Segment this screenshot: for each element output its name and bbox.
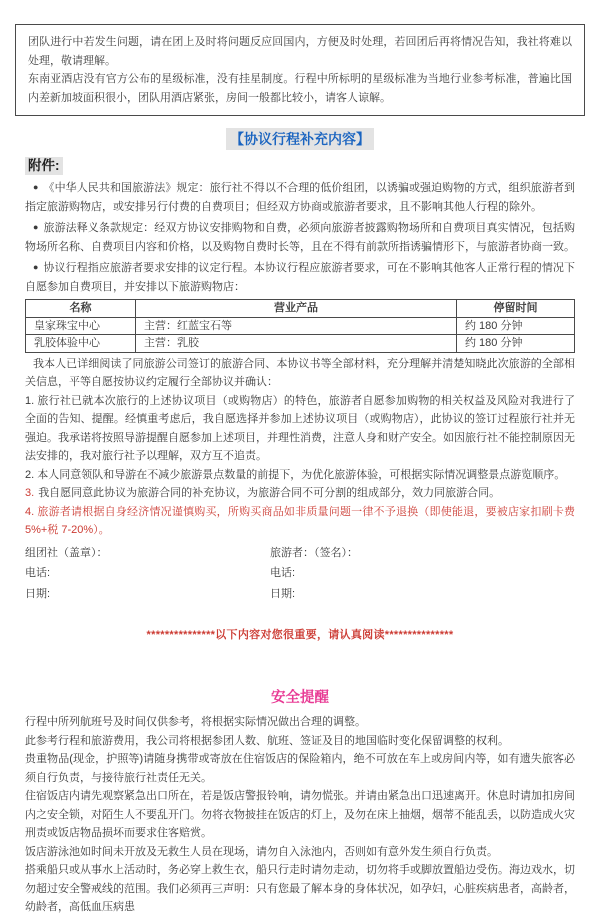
clause-3-number: 3.: [25, 487, 35, 499]
shop-duration-cell: 约 180 分钟: [457, 317, 575, 335]
law-bullet-agreed-itinerary: [25, 258, 575, 296]
shop-name-cell: 皇家珠宝中心: [26, 317, 136, 335]
confirm-intro: 我本人已详细阅读了同旅游公司签订的旅游合同、本协议书等全部材料，充分理解并清楚知晓此次旅游的全部相关信息，平等自愿按协议约定履行全部协议并确认：: [25, 357, 575, 388]
clause-3: [25, 484, 575, 503]
law-bullet-interpretation: [25, 218, 575, 256]
important-notice-line: ***************以下内容对您很重要，请认真阅读***************: [146, 629, 454, 641]
law-bullet-text: 旅游法释义条款规定：经双方协议安排购物和自费，必须向旅游者披露购物场所和自费项目真实情况，包括购物场所名称、自费项目内容和价格，以及购物自费时长等，且在不得有前款所指诱骗情形下，与旅游者协商一致。: [25, 222, 576, 253]
bullet-icon: ●: [33, 182, 39, 192]
notice-paragraph: 团队进行中若发生问题，请在团上及时将问题反应回国内，方便及时处理，若回团后再将情况告知，我社将难以处理，敬请理解。: [28, 36, 572, 67]
tourist-date-label: 日期:: [270, 587, 296, 600]
shop-duration-cell: 约 180 分钟: [457, 335, 575, 353]
law-bullet-text: 协议行程指应旅游者要求安排的议定行程。本协议行程应旅游者要求，可在不影响其他客人正常行程的情况下自愿参加自费项目，并安排以下旅游购物店：: [25, 262, 576, 293]
notice-box: [15, 24, 585, 116]
shop-table-header-duration: 停留时间: [457, 300, 575, 318]
supplement-title-row: [25, 128, 575, 151]
tourist-phone-label: 电话:: [270, 567, 296, 579]
shop-table-header-name: 名称: [26, 300, 136, 318]
signature-tourist-column: [270, 543, 358, 605]
supplement-title: 【协议行程补充内容】: [226, 128, 374, 150]
safety-paragraph-pool: 饭店游泳池如时间未开放及无救生人员在现场，请勿自入泳池内，否则如有意外发生须自行负责。: [25, 845, 498, 858]
notice-paragraph: 东南亚酒店没有官方公布的星级标准，没有挂星制度。行程中所标明的星级标准为当地行业参考标准，普遍比国内差新加坡面积很小，团队用酒店紧张，房间一般都比较小，请客人谅解。: [28, 73, 572, 104]
safety-paragraph-valuables: 贵重物品(现金，护照等)请随身携带或寄放在住宿饭店的保险箱内，绝不可放在车上或房间内等，如有遗失旅客必须自行负责，与接待旅行社责任无关。: [25, 753, 575, 784]
bullet-icon: ●: [33, 222, 39, 232]
clause-4-warning: 4. 旅游者请根据自身经济情况谨慎购买，所购买商品如非质量问题一律不予退换（即使能退，要被店家扣刷卡费 5%+税 7-20%）。: [25, 505, 575, 536]
shop-product-cell: 主营：乳胶: [136, 335, 457, 353]
signature-organizer-column: [25, 543, 270, 605]
attachment-row: [25, 157, 575, 177]
organizer-date-label: 日期:: [25, 587, 51, 600]
table-row: [26, 317, 575, 335]
organizer-seal-label: 组团社（盖章）：: [25, 546, 108, 559]
table-row: [26, 335, 575, 353]
law-bullet-tourism-law: [25, 178, 575, 216]
safety-title: 安全提醒: [271, 689, 329, 706]
safety-paragraph-hotel: 住宿饭店内请先观察紧急出口所在，若是饭店警报铃响，请勿慌张。并请由紧急出口迅速离开。休息时请加扣房间内之安全锁，对陌生人不要乱开门。勿将衣物披挂在饭店的灯上，及勿在床上抽烟，烟蒂不能乱丢，以防造成火灾刑责或饭店物品损坏而要求住客赔赏。: [25, 790, 575, 839]
clause-3-text: 我自愿同意此协议为旅游合同的补充协议，为旅游合同不可分割的组成部分，效力同旅游合同。: [38, 487, 501, 499]
bullet-icon: ●: [33, 262, 39, 272]
signature-block: [25, 543, 575, 605]
tourist-sign-label: 旅游者：（签名）：: [270, 546, 358, 559]
clause-2: 2. 本人同意领队和导游在不减少旅游景点数量的前提下，为优化旅游体验，可根据实际情况调整景点游览顺序。: [25, 468, 566, 481]
shop-table-header-row: [26, 300, 575, 318]
clause-1: 1. 旅行社已就本次旅行的上述协议项目（或购物店）的特色，旅游者自愿参加购物的相关权益及风险对我进行了全面的告知、提醒。经慎重考虑后，我自愿选择并参加上述协议项目（或购物店），此协议的签订过程旅行社并无强迫。我承诺将按照导游提醒自愿参加上述项目，并理性消费，注意人身和财产安全。如因旅行社不能控制原因无法安排的，我对旅行社予以理解，双方互不追责。: [25, 394, 575, 462]
shop-table: [25, 299, 575, 353]
shop-name-cell: 乳胶体验中心: [26, 335, 136, 353]
safety-paragraph-adjust-rights: 此参考行程和旅游费用，我公司将根据参团人数、航班、签证及目的地国临时变化保留调整的权利。: [25, 734, 509, 747]
organizer-phone-label: 电话:: [25, 567, 51, 579]
safety-body: [25, 713, 575, 917]
shop-product-cell: 主营：红蓝宝石等: [136, 317, 457, 335]
safety-paragraph-boat: 搭乘船只或从事水上活动时，务必穿上救生衣，船只行走时请勿走动，切勿将手或脚放置船边受伤。海边戏水，切勿超过安全警戒线的范围。我们必须再三声明：只有您最了解本身的身体状况，如孕妇，心脏疾病患者，高龄者，幼龄者，高低血压病患: [25, 864, 575, 913]
safety-paragraph-flights: 行程中所列航班号及时间仅供参考，将根据实际情况做出合理的调整。: [25, 716, 366, 728]
shop-table-header-product: 营业产品: [136, 300, 457, 318]
law-bullet-text: 《中华人民共和国旅游法》规定：旅行社不得以不合理的低价组团，以诱骗或强迫购物的方式，组织旅游者到指定旅游购物店，或安排另行付费的自费项目；但经双方协商或旅游者要求，且不影响其他人行程的除外。: [25, 182, 576, 213]
attachment-label: 附件:: [25, 157, 63, 175]
